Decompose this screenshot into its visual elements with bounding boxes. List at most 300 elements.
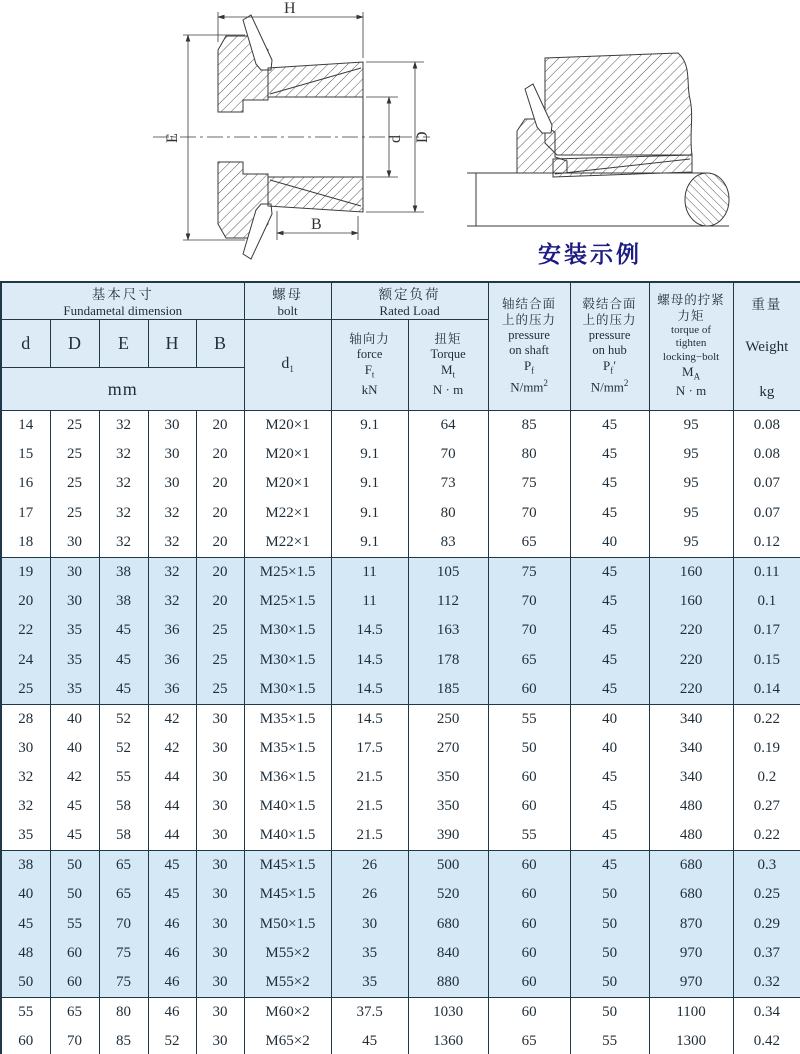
cell: 22 — [1, 616, 50, 645]
cell: 30 — [50, 557, 99, 586]
col-D: D — [50, 320, 99, 368]
cell: 18 — [1, 528, 50, 557]
bolt-cn: 螺母 — [272, 287, 304, 302]
table-row — [1, 528, 800, 557]
cell: 17.5 — [331, 733, 408, 762]
cell: 30 — [196, 792, 244, 821]
cell: 17 — [1, 499, 50, 528]
cell: 70 — [488, 499, 570, 528]
cell: 32 — [99, 528, 148, 557]
cell: 480 — [649, 792, 733, 821]
cell: 9.1 — [331, 440, 408, 469]
cell: 50 — [488, 733, 570, 762]
cell: 35 — [50, 675, 99, 704]
cell: 9.1 — [331, 499, 408, 528]
cell: 58 — [99, 822, 148, 851]
cell: M40×1.5 — [244, 822, 331, 851]
cell: 80 — [488, 440, 570, 469]
cell: 60 — [488, 851, 570, 880]
cell: 65 — [99, 880, 148, 909]
cell: 95 — [649, 528, 733, 557]
cell: 0.22 — [733, 822, 800, 851]
table-row — [1, 675, 800, 704]
cell: 9.1 — [331, 469, 408, 498]
cell: M22×1 — [244, 528, 331, 557]
cell: 46 — [148, 910, 196, 939]
cell: 65 — [50, 998, 99, 1027]
table-row — [1, 910, 800, 939]
cell: 25 — [50, 411, 99, 440]
table-row — [1, 645, 800, 674]
cell: 44 — [148, 792, 196, 821]
cell: 28 — [1, 704, 50, 733]
cell: 45 — [99, 675, 148, 704]
cell: 163 — [408, 616, 488, 645]
cell: 14.5 — [331, 645, 408, 674]
cell: 75 — [488, 469, 570, 498]
cell: 32 — [1, 763, 50, 792]
cell: 0.17 — [733, 616, 800, 645]
col-d: d — [1, 320, 50, 368]
cell: 30 — [50, 528, 99, 557]
cell: 36 — [148, 675, 196, 704]
cell: 0.07 — [733, 469, 800, 498]
cell: 0.08 — [733, 440, 800, 469]
cell: 340 — [649, 704, 733, 733]
cell: 112 — [408, 587, 488, 616]
cell: 85 — [488, 411, 570, 440]
cell: 480 — [649, 822, 733, 851]
cell: M20×1 — [244, 469, 331, 498]
cell: 20 — [196, 499, 244, 528]
cell: 14 — [1, 411, 50, 440]
cell: 30 — [196, 998, 244, 1027]
cell: 30 — [196, 910, 244, 939]
cell: M55×2 — [244, 939, 331, 968]
cell: 14.5 — [331, 616, 408, 645]
header-pressure-on-hub: 毂结合面 上的压力 pressure on hub $P_f'$ $N/mm^2$ — [570, 282, 649, 411]
cell: M40×1.5 — [244, 792, 331, 821]
cell: 50 — [50, 880, 99, 909]
basic-en: Fundametal dimension — [63, 303, 183, 318]
cell: 11 — [331, 587, 408, 616]
cell: 870 — [649, 910, 733, 939]
cell: 1360 — [408, 1027, 488, 1054]
cell: 0.2 — [733, 763, 800, 792]
cell: 45 — [570, 440, 649, 469]
cell: 46 — [148, 998, 196, 1027]
cell: 0.32 — [733, 968, 800, 997]
cell: 9.1 — [331, 528, 408, 557]
cell: 30 — [196, 851, 244, 880]
header-rated-load — [331, 282, 488, 320]
cell: 60 — [1, 1027, 50, 1054]
cell: 30 — [331, 910, 408, 939]
cell: 65 — [99, 851, 148, 880]
cell: 55 — [488, 704, 570, 733]
cell: 30 — [1, 733, 50, 762]
cell: 42 — [148, 704, 196, 733]
col-E: E — [99, 320, 148, 368]
table-row — [1, 822, 800, 851]
cell: 500 — [408, 851, 488, 880]
installation-section — [467, 53, 729, 226]
cell: 60 — [488, 880, 570, 909]
cell: 0.25 — [733, 880, 800, 909]
cell: 0.27 — [733, 792, 800, 821]
cell: 35 — [331, 968, 408, 997]
cell: M36×1.5 — [244, 763, 331, 792]
cell: 45 — [570, 469, 649, 498]
installation-caption: 安装示例 — [538, 242, 642, 268]
cell: 20 — [196, 557, 244, 586]
cell: 0.15 — [733, 645, 800, 674]
cell: 85 — [99, 1027, 148, 1054]
table-row — [1, 792, 800, 821]
dim-label-B: B — [311, 216, 322, 233]
cell: 75 — [99, 939, 148, 968]
cell: 50 — [570, 968, 649, 997]
load-cn: 额定负荷 — [378, 287, 441, 302]
table-row — [1, 968, 800, 997]
table-row — [1, 469, 800, 498]
table-row — [1, 499, 800, 528]
cell: 220 — [649, 675, 733, 704]
cell: 45 — [148, 851, 196, 880]
cell: M60×2 — [244, 998, 331, 1027]
cell: 35 — [50, 616, 99, 645]
cell: 60 — [488, 998, 570, 1027]
cell: 42 — [148, 733, 196, 762]
cell: M25×1.5 — [244, 557, 331, 586]
cell: 38 — [1, 851, 50, 880]
cell: 0.37 — [733, 939, 800, 968]
cell: 40 — [570, 733, 649, 762]
cell: 20 — [196, 587, 244, 616]
cell: 20 — [196, 411, 244, 440]
cell: 60 — [488, 792, 570, 821]
dim-label-d: d — [387, 135, 404, 143]
cell: M35×1.5 — [244, 704, 331, 733]
spec-table-header — [1, 282, 800, 411]
cell: 75 — [99, 968, 148, 997]
spec-table-body — [1, 411, 800, 1054]
cell: 250 — [408, 704, 488, 733]
cell: 45 — [570, 557, 649, 586]
col-B: B — [196, 320, 244, 368]
cell: 14.5 — [331, 704, 408, 733]
cell: 44 — [148, 822, 196, 851]
cell: 83 — [408, 528, 488, 557]
cell: 680 — [649, 851, 733, 880]
cell: 32 — [148, 587, 196, 616]
cell: 55 — [50, 910, 99, 939]
cell: 32 — [99, 499, 148, 528]
cell: 95 — [649, 499, 733, 528]
cell: M30×1.5 — [244, 645, 331, 674]
cell: M50×1.5 — [244, 910, 331, 939]
cell: 0.08 — [733, 411, 800, 440]
table-row — [1, 998, 800, 1027]
cell: 1300 — [649, 1027, 733, 1054]
cell: M45×1.5 — [244, 851, 331, 880]
cell: 70 — [488, 616, 570, 645]
cell: 30 — [196, 968, 244, 997]
cell: 30 — [196, 733, 244, 762]
cell: 40 — [570, 704, 649, 733]
table-row — [1, 704, 800, 733]
cell: 220 — [649, 645, 733, 674]
cell: 680 — [408, 910, 488, 939]
cell: 45 — [1, 910, 50, 939]
cell: 45 — [570, 763, 649, 792]
spec-table — [0, 281, 800, 1054]
cell: 32 — [99, 440, 148, 469]
cell: 970 — [649, 939, 733, 968]
header-weight: 重量 Weight kg — [733, 282, 800, 411]
cell: 50 — [570, 998, 649, 1027]
header-d1: $d_1$ — [244, 320, 331, 411]
cell: 0.34 — [733, 998, 800, 1027]
cell: 30 — [196, 939, 244, 968]
cell: 16 — [1, 469, 50, 498]
cell: 80 — [408, 499, 488, 528]
cell: 30 — [196, 1027, 244, 1054]
cell: 25 — [196, 616, 244, 645]
table-row — [1, 616, 800, 645]
cell: 45 — [570, 616, 649, 645]
cell: 25 — [1, 675, 50, 704]
cell: 21.5 — [331, 763, 408, 792]
cell: 45 — [50, 822, 99, 851]
load-en: Rated Load — [379, 303, 440, 318]
table-row — [1, 880, 800, 909]
header-axial-force: 轴向力 force $F_t$ kN — [331, 320, 408, 411]
cell: 70 — [50, 1027, 99, 1054]
cell: 38 — [99, 587, 148, 616]
cell: 24 — [1, 645, 50, 674]
cell: 45 — [570, 411, 649, 440]
table-row — [1, 587, 800, 616]
cell: 60 — [50, 968, 99, 997]
cell: 30 — [148, 411, 196, 440]
cell: 45 — [570, 792, 649, 821]
cell: 680 — [649, 880, 733, 909]
cell: 65 — [488, 1027, 570, 1054]
cell: 30 — [196, 763, 244, 792]
cell: 45 — [570, 499, 649, 528]
cell: 37.5 — [331, 998, 408, 1027]
cell: 35 — [1, 822, 50, 851]
cell: 50 — [570, 880, 649, 909]
cell: 35 — [331, 939, 408, 968]
cell: 36 — [148, 645, 196, 674]
cell: 11 — [331, 557, 408, 586]
cell: 50 — [50, 851, 99, 880]
cell: 32 — [99, 411, 148, 440]
cell: 45 — [570, 822, 649, 851]
dim-label-D: D — [414, 131, 431, 143]
cell: 45 — [50, 792, 99, 821]
cell: 55 — [99, 763, 148, 792]
cell: 48 — [1, 939, 50, 968]
cell: 55 — [488, 822, 570, 851]
cell: 45 — [99, 616, 148, 645]
cell: 20 — [196, 528, 244, 557]
cell: 520 — [408, 880, 488, 909]
cell: M25×1.5 — [244, 587, 331, 616]
cell: 840 — [408, 939, 488, 968]
cell: 0.1 — [733, 587, 800, 616]
cell: M30×1.5 — [244, 675, 331, 704]
cell: M20×1 — [244, 411, 331, 440]
cell: M20×1 — [244, 440, 331, 469]
cell: 26 — [331, 880, 408, 909]
cell: 340 — [649, 733, 733, 762]
cell: 52 — [99, 704, 148, 733]
cell: 270 — [408, 733, 488, 762]
header-torque: 扭矩 Torque $M_t$ N · m — [408, 320, 488, 411]
cell: 40 — [50, 704, 99, 733]
basic-cn: 基本尺寸 — [91, 287, 154, 302]
cell: 32 — [148, 499, 196, 528]
table-row — [1, 440, 800, 469]
cell: 45 — [570, 675, 649, 704]
cell: 1030 — [408, 998, 488, 1027]
cell: 185 — [408, 675, 488, 704]
cell: 52 — [99, 733, 148, 762]
cell: 30 — [50, 587, 99, 616]
cell: 0.19 — [733, 733, 800, 762]
cell: 25 — [50, 499, 99, 528]
cell: 20 — [1, 587, 50, 616]
cell: 970 — [649, 968, 733, 997]
cell: 390 — [408, 822, 488, 851]
cell: 30 — [196, 880, 244, 909]
cell: 0.11 — [733, 557, 800, 586]
cell: 0.07 — [733, 499, 800, 528]
cell: 45 — [570, 587, 649, 616]
installation-example-drawing — [445, 33, 755, 238]
cell: 220 — [649, 616, 733, 645]
col-H: H — [148, 320, 196, 368]
cell: 46 — [148, 968, 196, 997]
cell: M45×1.5 — [244, 880, 331, 909]
cell: 25 — [50, 440, 99, 469]
cell: 19 — [1, 557, 50, 586]
cell: 46 — [148, 939, 196, 968]
cell: 26 — [331, 851, 408, 880]
cell: 32 — [1, 792, 50, 821]
cell: 20 — [196, 469, 244, 498]
cell: 64 — [408, 411, 488, 440]
cell: 65 — [488, 528, 570, 557]
cell: 70 — [488, 587, 570, 616]
cell: 73 — [408, 469, 488, 498]
cell: 45 — [99, 645, 148, 674]
cell: 32 — [148, 557, 196, 586]
cell: 880 — [408, 968, 488, 997]
bolt-en: bolt — [277, 303, 298, 318]
part-dimension-drawing — [85, 0, 445, 270]
cell: 32 — [99, 469, 148, 498]
cell: 40 — [570, 528, 649, 557]
cell: 38 — [99, 557, 148, 586]
cell: 45 — [570, 645, 649, 674]
table-row — [1, 939, 800, 968]
cell: 45 — [148, 880, 196, 909]
table-row — [1, 733, 800, 762]
cell: 60 — [488, 763, 570, 792]
cell: 50 — [570, 939, 649, 968]
cell: 0.3 — [733, 851, 800, 880]
cell: 350 — [408, 763, 488, 792]
cell: 45 — [570, 851, 649, 880]
cell: M65×2 — [244, 1027, 331, 1054]
cell: 60 — [488, 910, 570, 939]
cell: 45 — [331, 1027, 408, 1054]
cell: 95 — [649, 469, 733, 498]
cell: 52 — [148, 1027, 196, 1054]
cell: 40 — [1, 880, 50, 909]
cell: 105 — [408, 557, 488, 586]
table-row — [1, 763, 800, 792]
cell: 80 — [99, 998, 148, 1027]
cell: 0.42 — [733, 1027, 800, 1054]
cell: 25 — [196, 645, 244, 674]
cell: 30 — [196, 822, 244, 851]
cell: 95 — [649, 411, 733, 440]
cell: 75 — [488, 557, 570, 586]
cell: 160 — [649, 587, 733, 616]
header-basic-dimension — [1, 282, 244, 320]
cell: 60 — [488, 675, 570, 704]
cell: 70 — [99, 910, 148, 939]
cell: 178 — [408, 645, 488, 674]
header-bolt — [244, 282, 331, 320]
cell: 60 — [488, 968, 570, 997]
cell: M22×1 — [244, 499, 331, 528]
cell: 65 — [488, 645, 570, 674]
cell: 58 — [99, 792, 148, 821]
cell: 25 — [50, 469, 99, 498]
cell: 50 — [570, 910, 649, 939]
cell: 60 — [50, 939, 99, 968]
cell: 30 — [148, 440, 196, 469]
dim-label-H: H — [284, 0, 296, 17]
header-mm-unit: mm — [1, 368, 244, 411]
cell: 44 — [148, 763, 196, 792]
table-row — [1, 557, 800, 586]
cell: 340 — [649, 763, 733, 792]
cell: 70 — [408, 440, 488, 469]
cell: 95 — [649, 440, 733, 469]
cell: 55 — [1, 998, 50, 1027]
cell: 30 — [196, 704, 244, 733]
cell: 30 — [148, 469, 196, 498]
dim-label-E: E — [164, 133, 181, 143]
cell: 20 — [196, 440, 244, 469]
cell: 15 — [1, 440, 50, 469]
cell: 160 — [649, 557, 733, 586]
cell: 50 — [1, 968, 50, 997]
drawing-area — [0, 0, 800, 281]
header-locking-torque: 螺母的拧紧 力矩 torque of tighten locking−bolt $M_A$ N · m — [649, 282, 733, 411]
header-pressure-on-shaft: 轴结合面 上的压力 pressure on shaft $P_f$ $N/mm^2$ — [488, 282, 570, 411]
cell: 32 — [148, 528, 196, 557]
cell: 0.14 — [733, 675, 800, 704]
cell: M55×2 — [244, 968, 331, 997]
